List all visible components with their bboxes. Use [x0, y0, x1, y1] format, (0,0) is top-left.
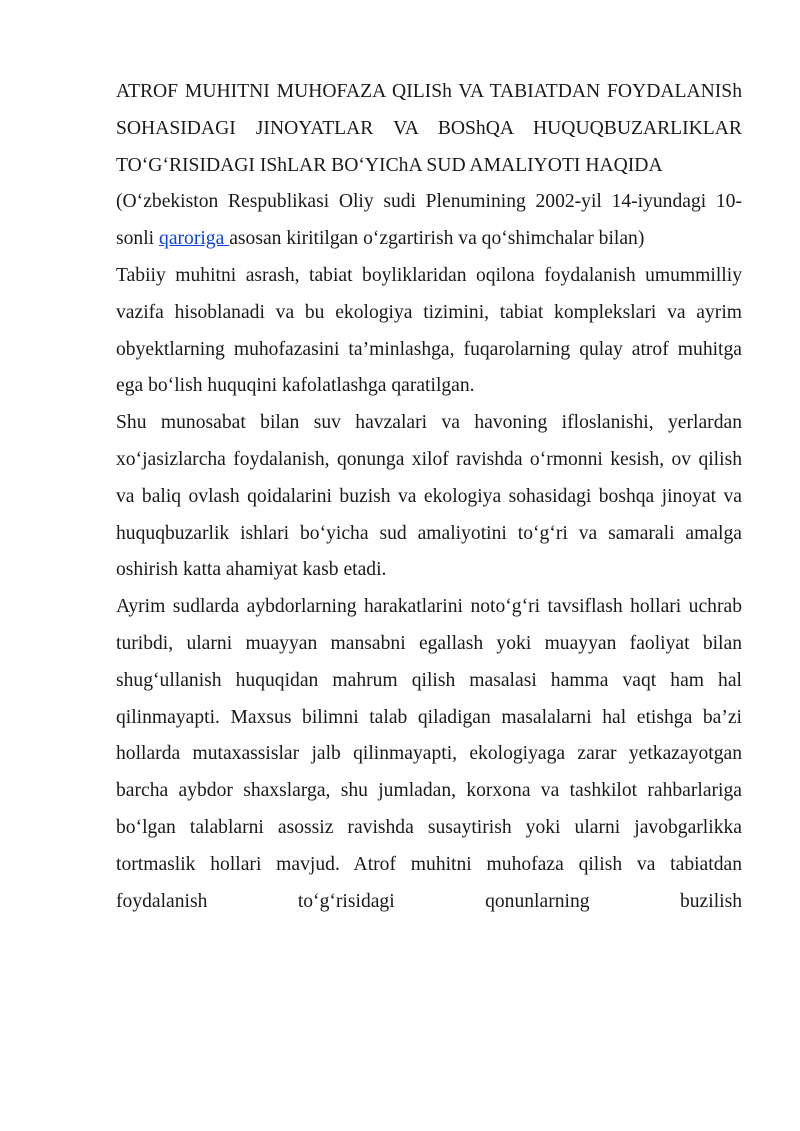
document-body: [116, 74, 742, 920]
paragraph-2: Shu munosabat bilan suv havzalari va havoning ifloslanishi, yerlardan xo‘jasizlarcha foydalanish, qonunga xilof ravishda o‘rmonni kesish, ov qilish va baliq ovlash qoidalarini buzish va ekologiya sohasidagi boshqa jinoyat va huquqbuzarlik ishlari bo‘yicha sud amaliyotini to‘g‘ri va samarali amalga oshirish katta ahamiyat kasb etadi.: [116, 412, 742, 581]
resolution-link[interactable]: qaroriga: [159, 228, 230, 250]
paragraph-3: Ayrim sudlarda aybdorlarning harakatlarini noto‘g‘ri tavsiflash hollari uchrab turibdi, ularni muayyan mansabni egallash yoki muayyan faoliyat bilan shug‘ullanish huquqidan mahrum qilish masalasi hamma vaqt ham hal qilinmayapti. Maxsus bilimni talab qiladigan masalalarni hal etishga ba’zi hollarda mutaxassislar jalb qilinmayapti, ekologiyaga zarar yetkazayotgan barcha aybdor shaxslarga, shu jumladan, korxona va tashkilot rahbarlariga bo‘lgan talablarni asossiz ravishda susaytirish yoki ularni javobgarlikka tortmaslik hollari mavjud. Atrof muhitni muhofaza qilish va tabiatdan foydalanish to‘g‘risidagi qonunlarning buzilish: [116, 596, 742, 912]
document-subtitle: [116, 184, 742, 258]
document-title: ATROF MUHITNI MUHOFAZA QILISh VA TABIATDAN FOYDALANISh SOHASIDAGI JINOYATLAR VA BOShQA HUQUQBUZARLIKLAR TO‘G‘RISIDAGI IShLAR BO‘YIChA SUD AMALIYOTI HAQIDA: [116, 81, 742, 176]
paragraph-1: Tabiiy muhitni asrash, tabiat boyliklaridan oqilona foydalanish umummilliy vazifa hisoblanadi va bu ekologiya tizimini, tabiat komplekslari va ayrim obyektlarning muhofazasini ta’minlashga, fuqarolarning qulay atrof muhitga ega bo‘lish huquqini kafolatlashga qaratilgan.: [116, 264, 742, 397]
subtitle-text-before: (O‘zbekiston Respublikasi Oliy sudi Plenumining 2002-yil 14-iyundagi 10-sonli: [116, 191, 742, 250]
subtitle-text-after: asosan kiritilgan o‘zgartirish va qo‘shimchalar bilan): [229, 228, 645, 250]
